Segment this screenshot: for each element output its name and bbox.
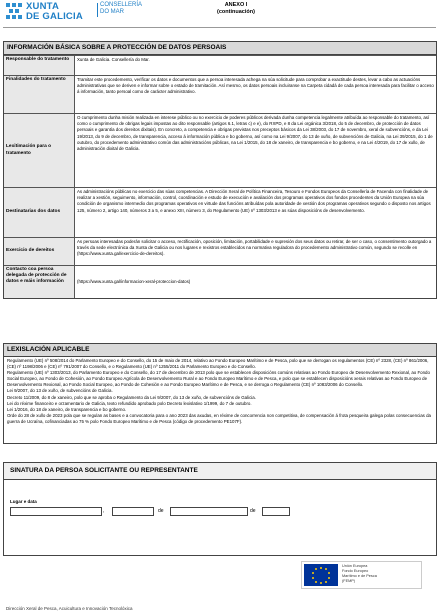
eu-line: Fondo Europeo — [342, 569, 369, 573]
row-value: Tramitar este procedemento, verificar os datos e documentos que a persoa interesada achega na súa solicitude para comprobar a exactitude destes, levar a cabo as actuacións administrativas que se deriven e informar sobre o estado de tramitación. Así mesmo, os datos persoais incluiranse na Carpeta cidadá de cada persoa interesada para facilitar o acceso á información, tanto persoal como de carácter administrativo. — [75, 76, 437, 114]
logo-divider — [97, 3, 98, 17]
legislation-item: Orde do 28 de xullo de 2023 pola que se regulan as bases e a convocatoria para o ano 2023 das axudas, en réxime de concorrencia non competitiva, de compensación á frota pesqueira galega polas consecuencias da guerra de Ucraína, cofinanciadas ao 75 % polo Fondo Europeo Marítimo e de Pesca (código de procedemento PE107F). — [7, 412, 431, 424]
legislation-title: LEXISLACIÓN APLICABLE — [4, 344, 436, 357]
xunta-logo-icon — [6, 3, 23, 20]
row-label: Responsable do tratamento — [4, 56, 75, 76]
legislation-list — [4, 357, 436, 426]
logo-line1: XUNTA — [26, 1, 60, 12]
eu-line: Marítimo e de Pesca — [342, 574, 377, 578]
legislation-item: Regulamento (UE) nº 508/2014 do Parlamento Europeo e do Consello, do 15 de maio de 2014, relativo ao Fondo Europeo Marítimo e de Pesca, polo que se derrogan os regulamentos (CE) nº 2328, (CE) nº 861/2006, (CE) nº 1198/2006 e (CE) nº 791/2007 do Consello, e o Regulamento (UE) nº 1255/2011 do Parlamento Europeo e do Consello. — [7, 358, 429, 370]
data-protection-title: INFORMACIÓN BÁSICA SOBRE A PROTECCIÓN DE DATOS PERSOAIS — [4, 42, 436, 55]
consellaria-name — [100, 2, 142, 16]
consellaria-line1: CONSELLERÍA — [100, 2, 143, 8]
row-value[interactable] — [75, 266, 437, 298]
signature-section — [3, 462, 437, 556]
row-label: Finalidades do tratamento — [4, 76, 75, 114]
eu-fund-text — [342, 564, 377, 584]
row-value: O cumprimento dunha misión realizada en interese público ou no exercicio de poderes públicos derivada dunha competencia legalmente atribuída ao responsable do tratamento, así como o cumprimento de obrigas legais impostas ao dito responsable (artigos 6.1, letras c) e e), do RXPD, e 8 da Lei orgánica 3/2018, do 5 de decembro, de protección de datos persoais e garantía dos dereitos dixitais). En concreto, a competencia e obrigas previstas nos preceptos básicos da Lei 38/2003, do 17 de novembro, xeral de subvencións, e da Lei 19/2013, do 9 de decembro, de transparencia, acceso á información pública e bo goberno, así como na Lei 9/2007, do 13 de xuño, de subvencións de Galicia, na Lei 39/2015, do 1 de outubro, do procedemento administrativo común das administracións públicas, na Lei 1/2015, do 18 de xaneiro, de transparencia e bo goberno, e na Lei 4/2019, do 17 de xullo, de administración dixital de Galicia. — [75, 114, 437, 188]
legislation-item: Regulamento (UE) nº 1303/2013, do Parlamento Europeo e do Consello, do 17 de decembro de 2013 polo que se establecen disposicións comúns relativas ao Fondo Europeo de Desenvolvemento Rexional, ao Fondo Social Europeo, ao Fondo de Cohesión, ao Fondo Europeo Agrícola de Desenvolvemento Rural e ao Fondo Europeo Marítimo e de Pesca, e polo que se establecen disposicións xerais relativas ao Fondo Europeo de Desenvolvemento Rexional, ao Fondo Social Europeo, ao Fondo de Cohesión e ao Fondo Europeo Marítimo e de Pesca, e se derroga o Regulamento (CE) nº 1083/2006 do Consello. — [7, 370, 430, 388]
comma-separator: , — [103, 508, 105, 514]
xunta-logo-text — [26, 2, 83, 22]
table-row — [4, 238, 436, 266]
eu-line: (FEMP) — [342, 579, 356, 583]
header-divider — [3, 27, 436, 28]
table-row — [4, 56, 436, 76]
footer-text: Dirección Xeral de Pesca, Acuicultura e Innovación Tecnolóxica — [6, 606, 133, 611]
row-value: Xunta de Galicia. Consellería do Mar. — [75, 56, 437, 76]
de-separator: de — [250, 508, 256, 514]
logo-line2: DE GALICIA — [26, 11, 83, 22]
table-row — [4, 188, 436, 238]
legislation-item: Lei 9/2007, do 13 de xuño, de subvencións de Galicia. — [7, 388, 113, 394]
eu-line: Unión Europea — [342, 564, 368, 568]
row-value: As persoas interesadas poderán solicitar o acceso, rectificación, oposición, limitación, portabilidade e supresión dos seus datos ou retirar, de ser o caso, o consentimento outorgado a través da sede electrónica da Xunta de Galicia ou nos lugares e rexistros establecidos na normativa reguladora do procedemento administrativo común, segundo se recolle en (https://www.xunta.gal/exercicio-de-dereitos). — [75, 238, 437, 266]
day-field[interactable] — [112, 507, 154, 516]
legislation-item: Lei do réxime financeiro e orzamentario de Galicia, texto refundido aprobado polo Decreto lexislativo 1/1999, do 7 de outubro. — [7, 400, 252, 406]
row-value: As administracións públicas no exercicio das súas competencias. A Dirección Xeral de Política Financeira, Tesouro e Fondos Europeos da Consellería de Facenda con finalidade de realizar a xestión, seguimento, información, control, coordinación e estudo de execución e avaliación dos programas operativos dos fondos procedentes da Unión Europea na súa condición de organismo intermedio dos programas operativos en virtude das funcións atribuídas pola autoridade de xestión dos programas operativos segundo o disposto nos artigos 125, número 2, artigo 140, números 3 a 5, e anexo XIII, número 3, do Regulamento (UE) nº 1303/2013 e as súas disposicións de desenvolvemento. — [75, 188, 437, 238]
row-label: Contacto coa persoa delegada de protección de datos e máis información — [4, 266, 75, 298]
row-label: Destinatarias dos datos — [4, 188, 75, 238]
row-label: Lexitimación para o tratamento — [4, 114, 75, 188]
consellaria-line2: DO MAR — [100, 9, 124, 15]
table-row — [4, 266, 436, 298]
year-field[interactable] — [262, 507, 290, 516]
eu-flag-icon — [304, 564, 338, 586]
eu-femp-logo — [301, 561, 422, 589]
page-header — [0, 0, 439, 26]
de-separator: de — [158, 508, 164, 514]
month-field[interactable] — [170, 507, 248, 516]
data-protection-section — [3, 41, 437, 299]
table-row — [4, 114, 436, 188]
anexo-title: ANEXO I — [224, 2, 248, 8]
place-field[interactable] — [10, 507, 105, 516]
data-protection-table — [4, 55, 436, 298]
info-link[interactable]: (https://www.xunta.gal/informacion-xeral-proteccion-datos) — [77, 278, 191, 284]
legislation-item: Lei 1/2016, do 18 de xaneiro, de transparencia e bo goberno. — [7, 406, 127, 412]
table-row — [4, 76, 436, 114]
signature-title: SINATURA DA PERSOA SOLICITANTE OU REPRESENTANTE — [4, 463, 436, 480]
legislation-section — [3, 343, 437, 444]
anexo-label — [216, 2, 256, 16]
row-label: Exercicio de dereitos — [4, 238, 75, 266]
anexo-continuation: (continuación) — [217, 9, 255, 15]
legislation-item: Decreto 11/2009, do 8 de xaneiro, polo que se aproba o Regulamento da Lei 9/2007, do 13 de xuño, de subvencións de Galicia. — [7, 394, 256, 400]
place-date-label: Lugar e data — [10, 499, 37, 504]
